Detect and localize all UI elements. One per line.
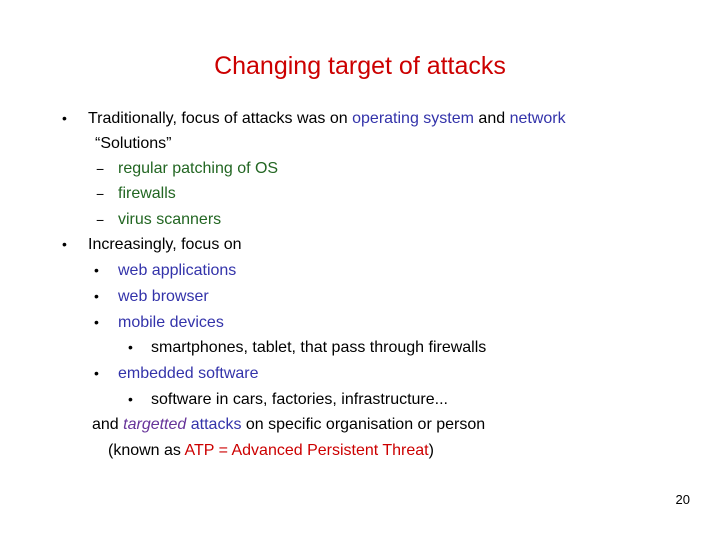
highlight-network: network xyxy=(509,110,566,127)
bullet-marker: • xyxy=(128,339,133,355)
dash-marker: − xyxy=(96,186,105,202)
bullet-marker: • xyxy=(94,288,99,304)
bullet-marker: • xyxy=(94,365,99,381)
atp-prefix: (known as xyxy=(108,442,185,459)
mobile-sub-item: smartphones, tablet, that pass through firewalls xyxy=(151,339,487,356)
atp-line xyxy=(108,441,434,461)
bullet-marker: • xyxy=(128,391,133,407)
attacks-highlight: attacks xyxy=(190,416,242,433)
bullet-marker: • xyxy=(62,236,67,252)
focus-mobile-devices: mobile devices xyxy=(118,314,224,331)
slide-title: Changing target of attacks xyxy=(214,52,506,80)
bullet-traditionally xyxy=(88,109,566,129)
atp-suffix: ) xyxy=(428,442,434,459)
bullet-marker: • xyxy=(62,110,67,126)
bullet-traditionally-mid: and xyxy=(473,110,510,127)
targeted-italic: targetted xyxy=(123,416,191,433)
solutions-label: “Solutions” xyxy=(95,135,172,152)
focus-web-browser: web browser xyxy=(118,288,209,305)
embedded-sub-item: software in cars, factories, infrastructure... xyxy=(151,391,448,408)
page-number: 20 xyxy=(675,492,690,507)
targeted-attacks-line xyxy=(92,415,485,435)
bullet-increasingly: Increasingly, focus on xyxy=(88,236,242,253)
highlight-operating-system: operating system xyxy=(352,110,474,127)
solution-virus-scanners: virus scanners xyxy=(118,211,222,228)
bullet-marker: • xyxy=(94,262,99,278)
solution-patching: regular patching of OS xyxy=(118,160,279,177)
targeted-suffix: on specific organisation or person xyxy=(241,416,486,433)
solution-firewalls: firewalls xyxy=(118,185,176,202)
atp-highlight: ATP = Advanced Persistent Threat xyxy=(184,442,429,459)
targeted-prefix: and xyxy=(92,416,124,433)
dash-marker: − xyxy=(96,161,105,177)
focus-web-applications: web applications xyxy=(118,262,237,279)
bullet-traditionally-prefix: Traditionally, focus of attacks was on xyxy=(88,110,353,127)
dash-marker: − xyxy=(96,212,105,228)
bullet-marker: • xyxy=(94,314,99,330)
focus-embedded-software: embedded software xyxy=(118,365,259,382)
